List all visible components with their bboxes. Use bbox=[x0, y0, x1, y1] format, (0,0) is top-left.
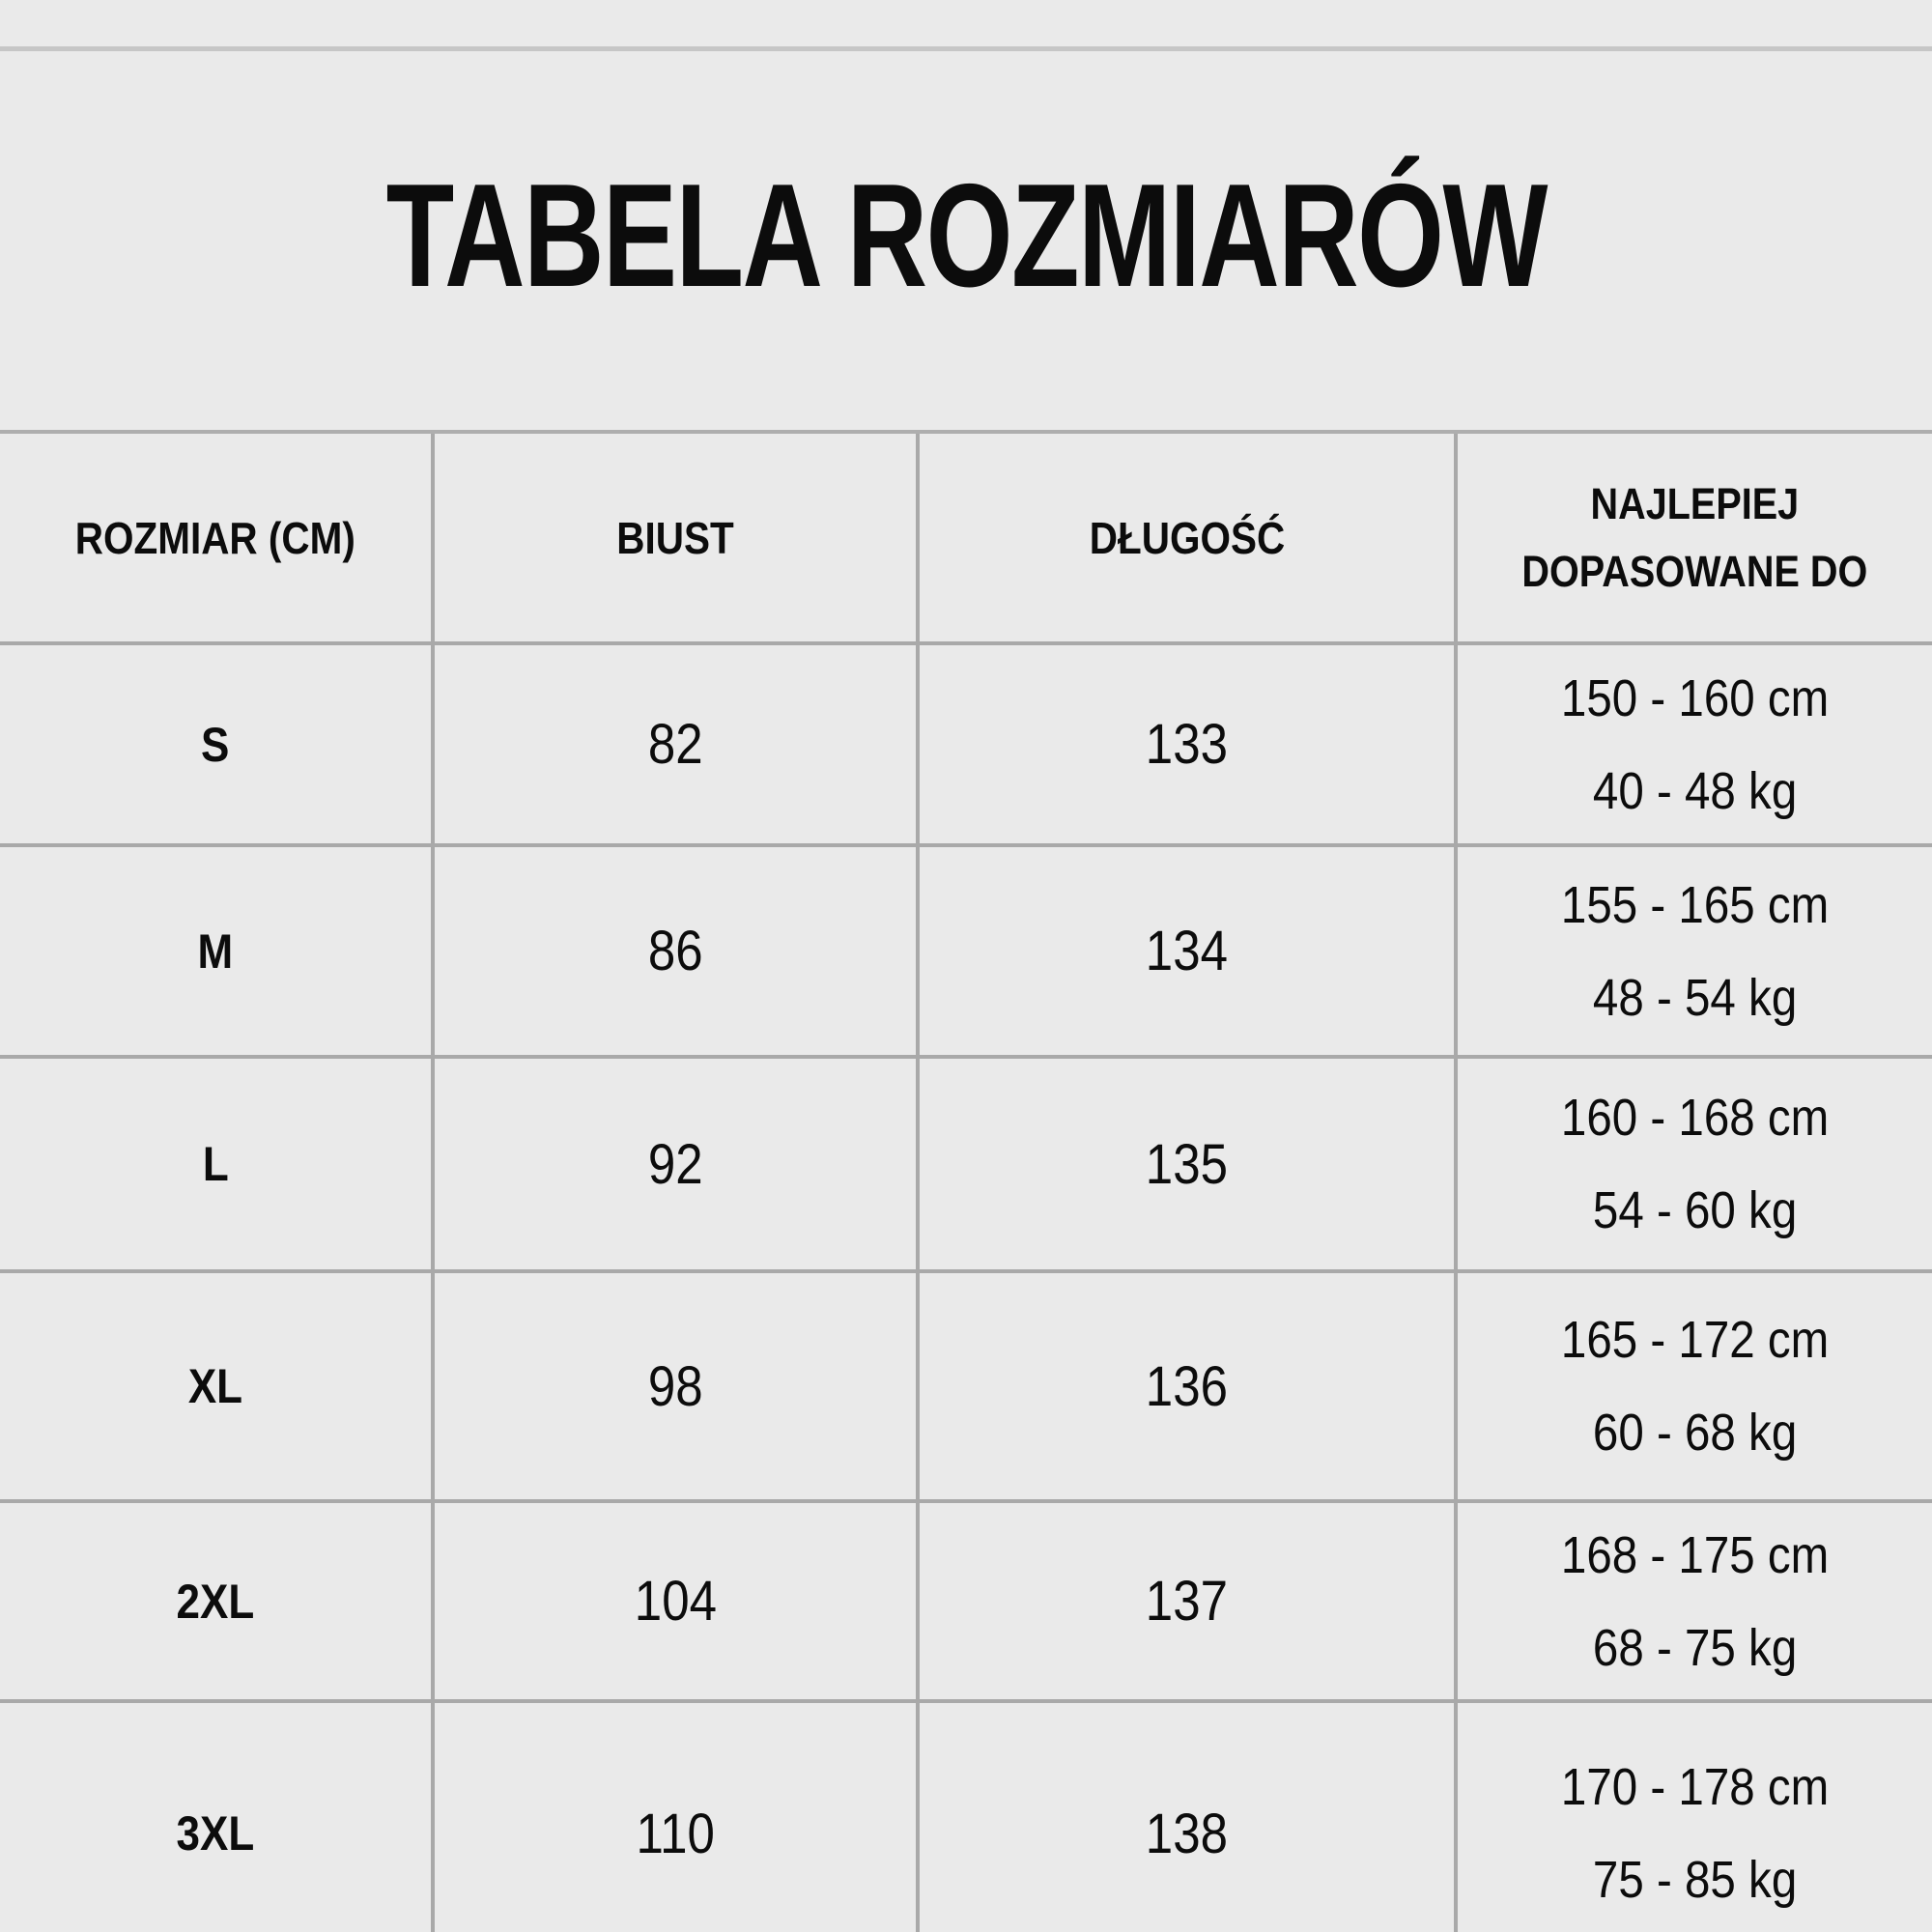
page-title bbox=[0, 154, 1932, 318]
bust-cell bbox=[435, 1703, 920, 1932]
fit-cell bbox=[1458, 1703, 1932, 1932]
size-cell bbox=[0, 645, 435, 843]
header-fit bbox=[1458, 434, 1932, 641]
fit-cell bbox=[1458, 645, 1932, 843]
size-table bbox=[0, 430, 1932, 1932]
size-cell bbox=[0, 1059, 435, 1269]
table-row-xl bbox=[0, 1269, 1932, 1499]
fit-weight-text: 48 - 54 kg bbox=[1592, 968, 1798, 1027]
table-header-row bbox=[0, 434, 1932, 641]
length-value: 133 bbox=[1145, 713, 1229, 776]
fit-weight-text: 54 - 60 kg bbox=[1592, 1181, 1798, 1239]
table-row-m bbox=[0, 843, 1932, 1055]
length-value: 137 bbox=[1145, 1570, 1229, 1633]
bust-value: 86 bbox=[647, 920, 703, 982]
bust-value: 98 bbox=[647, 1354, 703, 1418]
fit-height-text: 168 - 175 cm bbox=[1560, 1525, 1830, 1584]
length-value: 134 bbox=[1145, 920, 1229, 982]
length-cell bbox=[920, 1273, 1458, 1499]
fit-cell bbox=[1458, 847, 1932, 1055]
length-cell bbox=[920, 847, 1458, 1055]
size-cell bbox=[0, 1273, 435, 1499]
bust-value: 82 bbox=[647, 713, 703, 776]
length-cell bbox=[920, 1059, 1458, 1269]
table-row-s bbox=[0, 641, 1932, 843]
header-size-label: ROZMIAR (CM) bbox=[74, 512, 356, 563]
length-cell bbox=[920, 1703, 1458, 1932]
length-value: 135 bbox=[1145, 1132, 1229, 1196]
size-value: M bbox=[197, 923, 234, 979]
header-fit-label bbox=[1522, 470, 1868, 606]
fit-cell bbox=[1458, 1503, 1932, 1699]
header-fit-line1: NAJLEPIEJ bbox=[1590, 478, 1800, 528]
bust-cell bbox=[435, 1503, 920, 1699]
header-length bbox=[920, 434, 1458, 641]
size-cell bbox=[0, 1703, 435, 1932]
bust-cell bbox=[435, 645, 920, 843]
fit-weight-text: 75 - 85 kg bbox=[1592, 1851, 1798, 1909]
header-bust-label: BIUST bbox=[616, 512, 734, 563]
table-row-l bbox=[0, 1055, 1932, 1269]
fit-weight-text: 68 - 75 kg bbox=[1592, 1618, 1798, 1677]
header-size bbox=[0, 434, 435, 641]
bust-value: 104 bbox=[634, 1570, 717, 1633]
size-value: XL bbox=[187, 1359, 243, 1413]
fit-height-text: 170 - 178 cm bbox=[1560, 1758, 1830, 1816]
top-divider-line bbox=[0, 46, 1932, 51]
length-cell bbox=[920, 1503, 1458, 1699]
fit-value bbox=[1561, 1741, 1829, 1926]
fit-height-text: 150 - 160 cm bbox=[1560, 668, 1830, 727]
fit-value bbox=[1561, 1293, 1829, 1479]
length-cell bbox=[920, 645, 1458, 843]
fit-cell bbox=[1458, 1273, 1932, 1499]
bust-value: 110 bbox=[636, 1802, 715, 1865]
size-value: 3XL bbox=[176, 1806, 255, 1861]
fit-height-text: 155 - 165 cm bbox=[1560, 875, 1830, 934]
size-value: S bbox=[201, 717, 230, 772]
bust-value: 92 bbox=[647, 1132, 703, 1196]
fit-value bbox=[1561, 652, 1829, 838]
fit-value bbox=[1561, 1071, 1829, 1257]
fit-height-text: 160 - 168 cm bbox=[1560, 1089, 1830, 1147]
length-value: 138 bbox=[1145, 1802, 1229, 1865]
header-length-label: DŁUGOŚĆ bbox=[1089, 512, 1285, 563]
size-value: L bbox=[202, 1137, 229, 1191]
bust-cell bbox=[435, 1059, 920, 1269]
header-bust bbox=[435, 434, 920, 641]
fit-weight-text: 40 - 48 kg bbox=[1592, 761, 1798, 820]
fit-height-text: 165 - 172 cm bbox=[1560, 1311, 1830, 1369]
table-row-2xl bbox=[0, 1499, 1932, 1699]
header-fit-line2: DOPASOWANE DO bbox=[1521, 546, 1868, 596]
size-cell bbox=[0, 1503, 435, 1699]
fit-cell bbox=[1458, 1059, 1932, 1269]
page-title-text: TABELA ROZMIARÓW bbox=[385, 154, 1547, 318]
fit-value bbox=[1561, 1509, 1829, 1694]
fit-weight-text: 60 - 68 kg bbox=[1592, 1404, 1798, 1462]
bust-cell bbox=[435, 1273, 920, 1499]
size-value: 2XL bbox=[176, 1574, 255, 1629]
size-cell bbox=[0, 847, 435, 1055]
length-value: 136 bbox=[1145, 1354, 1229, 1418]
bust-cell bbox=[435, 847, 920, 1055]
table-row-3xl bbox=[0, 1699, 1932, 1932]
fit-value bbox=[1561, 859, 1829, 1044]
